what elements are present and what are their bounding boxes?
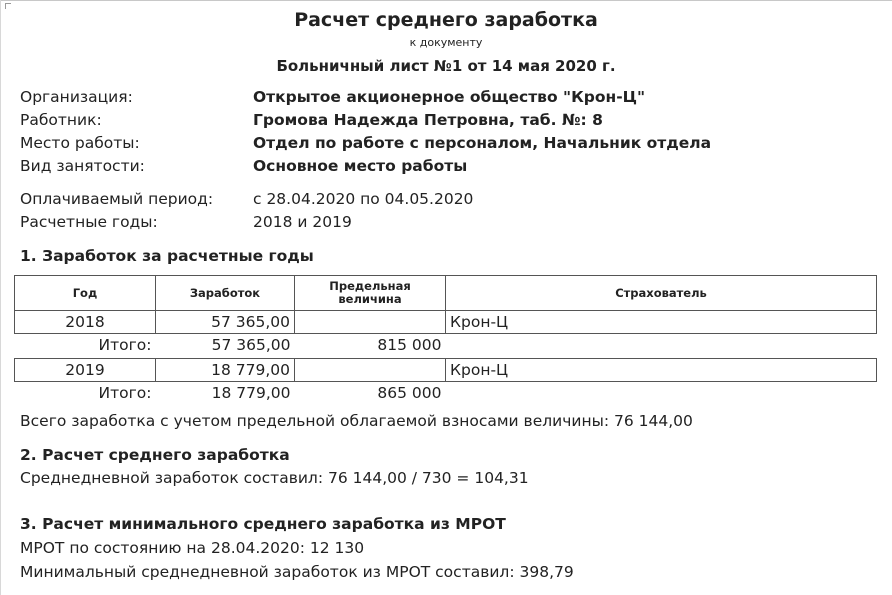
workplace-label: Место работы: [20,134,140,152]
table-row [15,311,877,334]
total-limit: 865 000 [377,384,442,402]
total-row [15,382,877,405]
page-border-left [0,0,1,595]
page-border-top [0,0,892,1]
organization-value: Открытое акционерное общество "Крон-Ц" [253,88,646,106]
total-earnings-summary: Всего заработка с учетом предельной облагаемой взносами величины: 76 144,00 [20,412,693,430]
section1-title: 1. Заработок за расчетные годы [20,247,314,265]
employee-value: Громова Надежда Петровна, таб. №: 8 [253,111,603,129]
table-header-row [15,276,877,311]
paid-period-value: с 28.04.2020 по 04.05.2020 [253,190,474,208]
col-year: Год [15,276,156,311]
earnings-cell: 57 365,00 [156,311,295,334]
insurer-cell: Крон-Ц [446,359,877,382]
earnings-table [14,275,877,404]
employee-label: Работник: [20,111,102,129]
limit-cell [295,311,446,334]
col-limit: Предельная величина [295,276,446,311]
section3-title: 3. Расчет минимального среднего заработка из МРОТ [20,515,506,533]
total-earnings: 57 365,00 [211,336,291,354]
report-title: Расчет среднего заработка [294,9,598,31]
workplace-value: Отдел по работе с персоналом, Начальник отдела [253,134,712,152]
mrot-text: МРОТ по состоянию на 28.04.2020: 12 130 [20,539,365,557]
section2-title: 2. Расчет среднего заработка [20,446,290,464]
year-cell: 2018 [15,311,156,334]
col-insurer: Страхователь [446,276,877,311]
earnings-cell: 18 779,00 [156,359,295,382]
total-earnings: 18 779,00 [211,384,291,402]
table-row [15,359,877,382]
report-subtitle: к документу [409,36,483,49]
total-row [15,334,877,357]
employment-type-value: Основное место работы [253,157,468,175]
year-cell: 2019 [15,359,156,382]
col-earnings: Заработок [156,276,295,311]
paid-period-label: Оплачиваемый период: [20,190,214,208]
insurer-cell: Крон-Ц [446,311,877,334]
calc-years-value: 2018 и 2019 [253,213,352,231]
document-name: Больничный лист №1 от 14 мая 2020 г. [276,57,616,75]
limit-cell [295,359,446,382]
organization-label: Организация: [20,88,133,106]
min-average-text: Минимальный среднедневной заработок из МРОТ составил: 398,79 [20,563,574,581]
total-label: Итого: [98,336,152,354]
average-daily-text: Среднедневной заработок составил: 76 144,00 / 730 = 104,31 [20,469,529,487]
employment-type-label: Вид занятости: [20,157,145,175]
calc-years-label: Расчетные годы: [20,213,158,231]
total-limit: 815 000 [377,336,442,354]
total-label: Итого: [98,384,152,402]
